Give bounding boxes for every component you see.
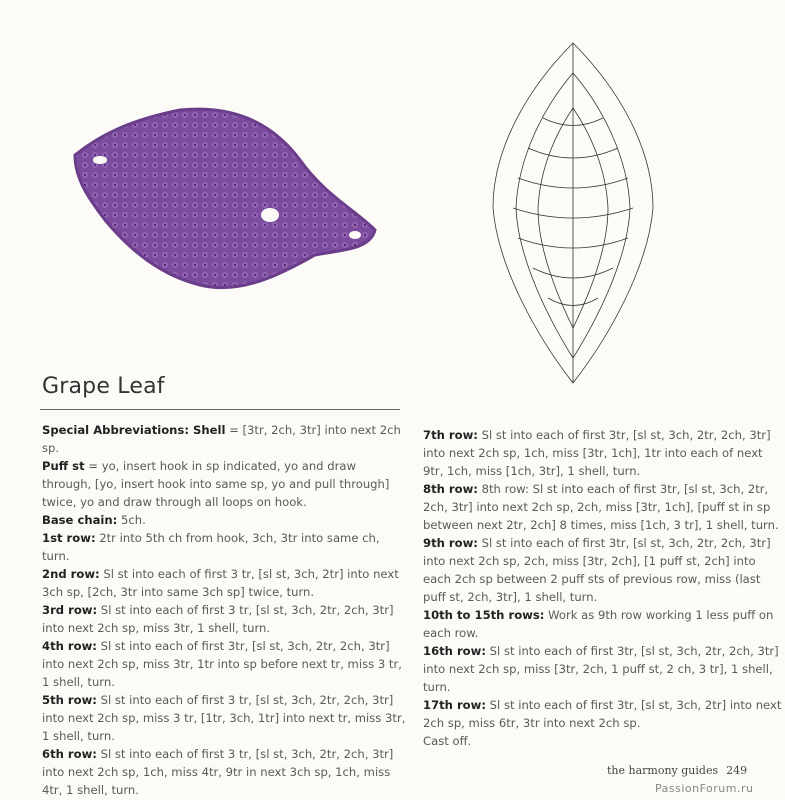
- instruction-text: Sl st into each of first 3 tr, [sl st, 3ch, 2tr] into next 3ch sp, [2ch, 3tr into same 3ch sp] twice, turn.: [42, 567, 399, 599]
- instruction-label: 1st row:: [42, 531, 96, 545]
- instruction-label: 9th row:: [423, 536, 478, 550]
- instruction-label: 6th row:: [42, 747, 97, 761]
- instruction-label: 7th row:: [423, 428, 478, 442]
- instruction-text: 2tr into 5th ch from hook, 3ch, 3tr into same ch, turn.: [42, 531, 380, 563]
- instruction-line: [423, 606, 783, 642]
- instruction-line: [423, 426, 783, 480]
- instruction-label: 16th row:: [423, 644, 486, 658]
- instruction-text: 8th row: Sl st into each of first 3tr, [sl st, 3ch, 2tr, 2ch, 3tr] into next 2ch sp, 2ch, miss [3tr, 1ch], [puff st in sp between next 2tr, 2ch] 8 times, miss [1ch, 3 tr], 1 shell, turn.: [423, 482, 779, 532]
- instruction-line: [42, 565, 407, 601]
- instruction-text: Work as 9th row working 1 less puff on each row.: [423, 608, 774, 640]
- instruction-text: Sl st into each of first 3 tr, [sl st, 3ch, 2tr, 2ch, 3tr] into next 2ch sp, miss 3 tr, [1tr, 3ch, 1tr] into next tr, miss 3tr, 1 shell, turn.: [42, 693, 406, 743]
- instruction-line: [42, 637, 407, 691]
- instruction-text: 5ch.: [117, 513, 146, 527]
- instruction-label: Puff st: [42, 459, 85, 473]
- instruction-line: [42, 529, 407, 565]
- instruction-text: Sl st into each of first 3tr, [sl st, 3ch, 2tr, 2ch, 3tr] into next 2ch sp, miss [3tr, 2ch, 1 puff st, 2 ch, 3 tr], 1 shell, turn.: [423, 644, 779, 694]
- instruction-label: 5th row:: [42, 693, 97, 707]
- instructions-left-column: [42, 421, 407, 799]
- instruction-line: [423, 534, 783, 606]
- instruction-label: 2nd row:: [42, 567, 100, 581]
- instruction-line: [423, 480, 783, 534]
- instruction-line: [423, 642, 783, 696]
- instruction-line: [423, 732, 783, 750]
- title-divider: [40, 409, 400, 410]
- instruction-text: Sl st into each of first 3tr, [sl st, 3ch, 2tr, 2ch, 3tr] into next 2ch sp, 2ch, miss [3tr, 2ch], [1 puff st, 2ch] into each 2ch sp between 2 puff sts of previous row, miss (last puff st, 2ch, 3tr], 1 shell, turn.: [423, 536, 771, 604]
- instruction-label: Base chain:: [42, 513, 118, 527]
- instruction-line: [42, 745, 407, 799]
- instruction-line: [42, 601, 407, 637]
- instruction-line: [42, 691, 407, 745]
- instruction-text: = [3tr, 2ch, 3tr] into next 2ch sp.: [42, 423, 401, 455]
- instruction-label: 17th row:: [423, 698, 486, 712]
- instruction-text: Sl st into each of first 3 tr, [sl st, 3ch, 2tr, 2ch, 3tr] into next 2ch sp, miss 3tr, 1 shell, turn.: [42, 603, 394, 635]
- instructions-right-column: [423, 426, 783, 750]
- instruction-line: [42, 421, 407, 457]
- watermark: PassionForum.ru: [655, 782, 754, 795]
- instruction-label: Special Abbreviations: Shell: [42, 423, 226, 437]
- instruction-text: Cast off.: [423, 734, 472, 748]
- book-title: the harmony guides: [607, 764, 719, 777]
- instruction-label: 10th to 15th rows:: [423, 608, 545, 622]
- instruction-label: 3rd row:: [42, 603, 98, 617]
- instruction-text: Sl st into each of first 3 tr, [sl st, 3ch, 2tr, 2ch, 3tr] into next 2ch sp, 1ch, miss 4tr, 9tr in next 3ch sp, 1ch, miss 4tr, 1 shell, turn.: [42, 747, 394, 797]
- page-number: 249: [726, 764, 748, 777]
- instruction-text: Sl st into each of first 3tr, [sl st, 3ch, 2tr] into next 2ch sp, miss 6tr, 3tr into next 2ch sp.: [423, 698, 782, 730]
- crochet-chart-diagram: [478, 38, 668, 393]
- instruction-label: 8th row:: [423, 482, 478, 496]
- pattern-title: Grape Leaf: [42, 374, 165, 399]
- crochet-leaf-photo: [70, 100, 380, 300]
- instruction-text: Sl st into each of first 3tr, [sl st, 3ch, 2tr, 2ch, 3tr] into next 2ch sp, miss 3tr, 1tr into sp before next tr, miss 3 tr, 1 shell, turn.: [42, 639, 402, 689]
- instruction-line: [423, 696, 783, 732]
- instruction-text: = yo, insert hook in sp indicated, yo and draw through, [yo, insert hook into same sp, yo and pull through] twice, yo and draw through all loops on hook.: [42, 459, 390, 509]
- instruction-line: [42, 511, 407, 529]
- instruction-label: 4th row:: [42, 639, 97, 653]
- instruction-text: Sl st into each of first 3tr, [sl st, 3ch, 2tr, 2ch, 3tr] into next 2ch sp, 1ch, miss [3tr, 1ch], 1tr into each of next 9tr, 1ch, miss [1ch, 3tr], 1 shell, turn.: [423, 428, 771, 478]
- instruction-line: [42, 457, 407, 511]
- page-footer: [607, 764, 747, 777]
